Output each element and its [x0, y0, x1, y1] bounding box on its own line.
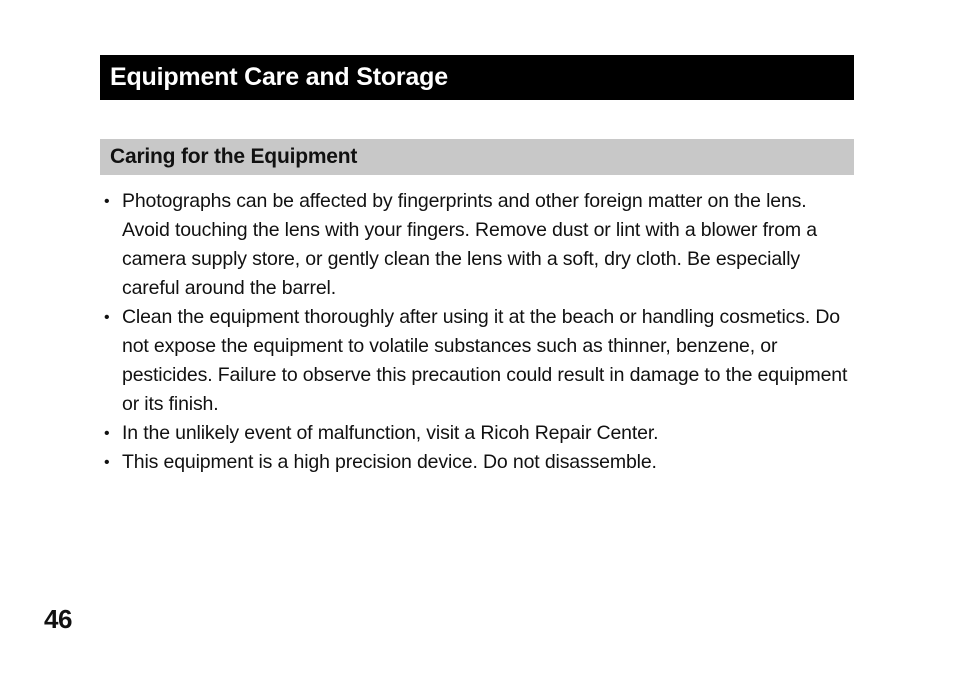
- list-item: [104, 303, 854, 419]
- list-item-text: Photographs can be affected by fingerprints and other foreign matter on the lens. Avoid touching the lens with your fingers. Remove dust or lint with a blower from a camera supply store, or gently clean the lens with a soft, dry cloth. Be especially careful around the barrel.: [122, 190, 817, 299]
- page-title: Equipment Care and Storage: [110, 63, 448, 91]
- bullet-icon: •: [104, 309, 110, 326]
- list-item: [104, 419, 854, 448]
- bullet-icon: •: [104, 454, 110, 471]
- list-item: [104, 448, 854, 477]
- list-item: [104, 187, 854, 303]
- subsection-title: Caring for the Equipment: [110, 145, 358, 168]
- care-instructions-list: [104, 187, 854, 477]
- bullet-icon: •: [104, 425, 110, 442]
- bullet-icon: •: [104, 193, 110, 210]
- section-header-bar: [100, 55, 854, 100]
- list-item-text: In the unlikely event of malfunction, visit a Ricoh Repair Center.: [122, 422, 659, 444]
- page-number: 46: [44, 604, 72, 634]
- subsection-header-bar: [100, 139, 854, 175]
- list-item-text: This equipment is a high precision device. Do not disassemble.: [122, 451, 657, 473]
- list-item-text: Clean the equipment thoroughly after using it at the beach or handling cosmetics. Do not expose the equipment to volatile substances such as thinner, benzene, or pesticides. Failure to observe this precaution could result in damage to the equipment or its finish.: [122, 306, 848, 415]
